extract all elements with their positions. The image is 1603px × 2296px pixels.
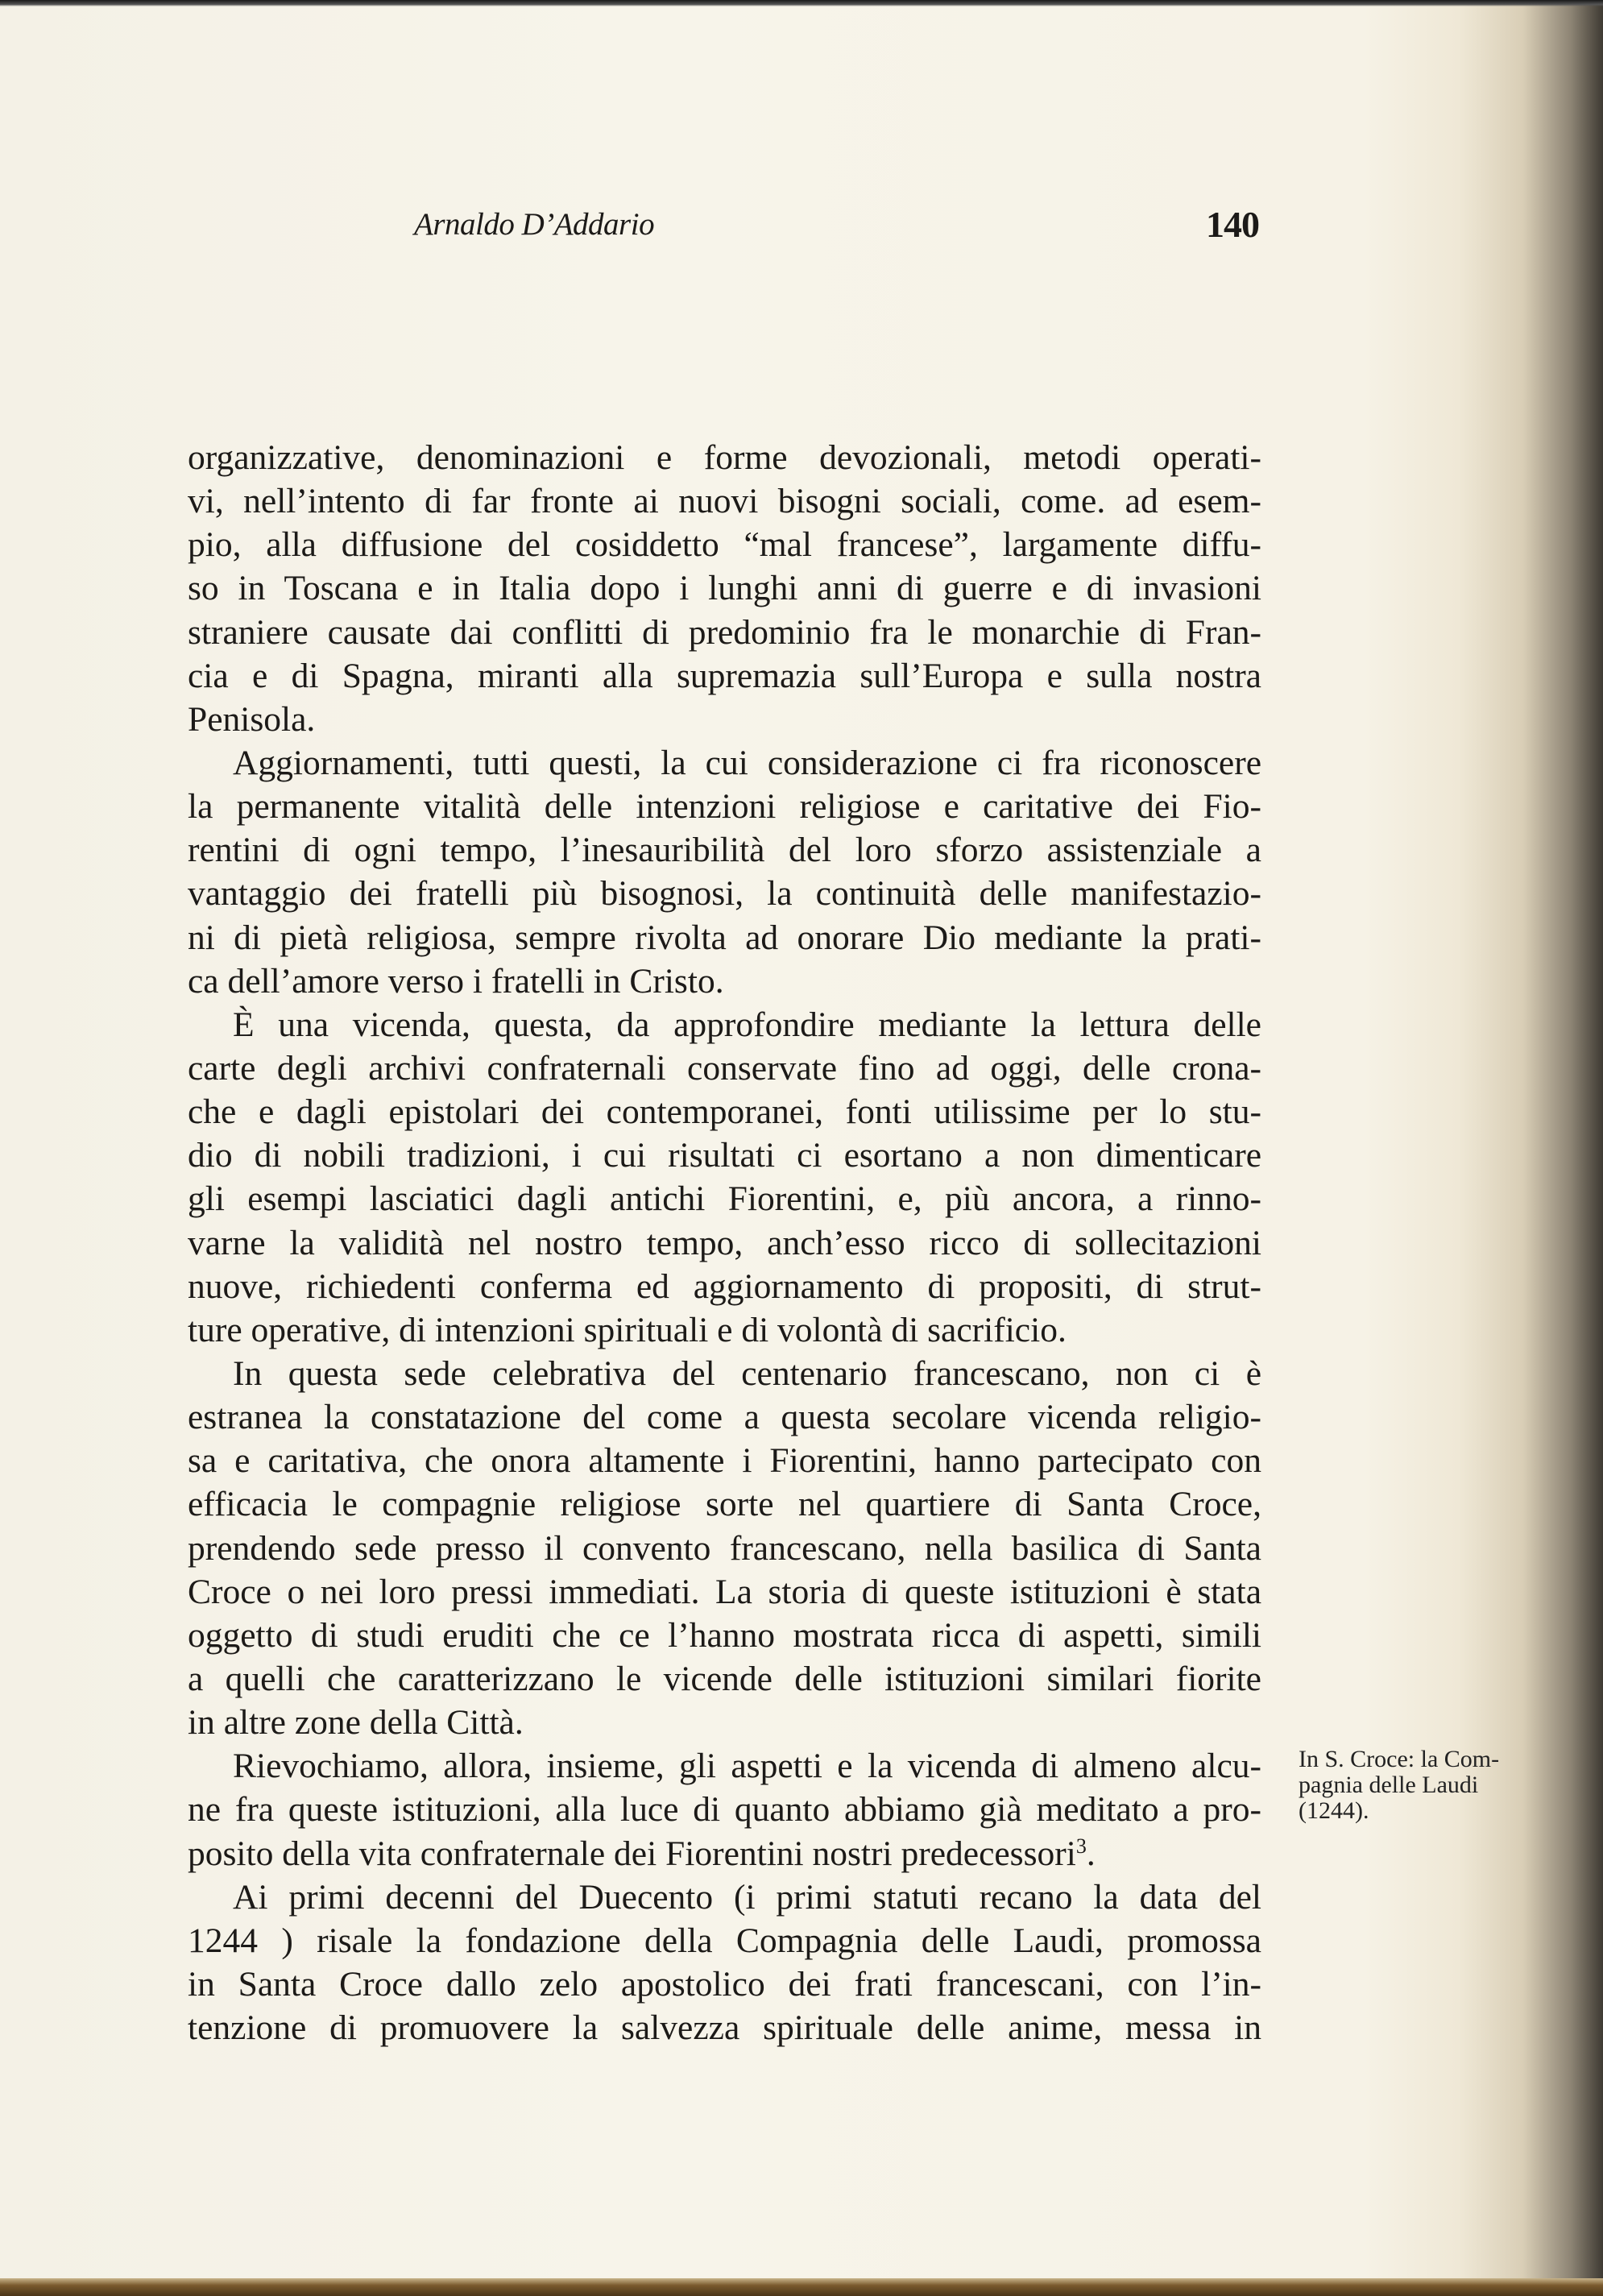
- footnote-ref[interactable]: 3: [1075, 1834, 1087, 1858]
- text-line: la permanente vitalità delle intenzioni religiose e caritative dei Fio-: [188, 787, 1261, 827]
- body-text: [188, 436, 1261, 2049]
- text: .: [1086, 1834, 1096, 1873]
- running-header-author: Arnaldo D’Addario: [414, 207, 655, 242]
- text-line: nuove, richiedenti conferma ed aggiornamento di propositi, di strut-: [188, 1266, 1261, 1306]
- text-line: ca dell’amore verso i fratelli in Cristo.: [188, 961, 724, 1001]
- text-line: vi, nell’intento di far fronte ai nuovi bisogni sociali, come. ad esem-: [188, 482, 1261, 521]
- text-line: Rievochiamo, allora, insieme, gli aspetti e la vicenda di almeno alcu-: [233, 1747, 1261, 1786]
- scan-top-edge: [0, 0, 1603, 6]
- text-line: vantaggio dei fratelli più bisognosi, la continuità delle manifestazio-: [188, 874, 1261, 914]
- text-line: in altre zone della Città.: [188, 1703, 524, 1743]
- text-line: In questa sede celebrativa del centenario francescano, non ci è: [233, 1353, 1261, 1393]
- text: posito della vita confraternale dei Fiorentini nostri predecessori: [188, 1834, 1076, 1873]
- margin-note-line: (1244).: [1299, 1797, 1369, 1824]
- text-line: organizzative, denominazioni e forme devozionali, metodi operati-: [188, 438, 1261, 477]
- text-line-with-footnote: [188, 1832, 1261, 1875]
- text-line: pio, alla diffusione del cosiddetto “mal francese”, largamente diffu-: [188, 525, 1261, 565]
- text-line: carte degli archivi confraternali conservate fino ad oggi, delle crona-: [188, 1048, 1261, 1088]
- text-line: estranea la constatazione del come a questa secolare vicenda religio-: [188, 1398, 1261, 1437]
- text-line: Ai primi decenni del Duecento (i primi statuti recano la data del: [233, 1877, 1261, 1917]
- text-line: ne fra queste istituzioni, alla luce di quanto abbiamo già meditato a pro-: [188, 1790, 1261, 1830]
- text-line: varne la validità nel nostro tempo, anch’esso ricco di sollecitazioni: [188, 1223, 1261, 1262]
- text-line: È una vicenda, questa, da approfondire mediante la lettura delle: [233, 1005, 1261, 1044]
- margin-note: [1299, 1747, 1532, 1824]
- text-line: tenzione di promuovere la salvezza spirituale delle anime, messa in: [188, 2008, 1261, 2048]
- text-line: in Santa Croce dallo zelo apostolico dei frati francescani, con l’in-: [188, 1964, 1261, 2004]
- text-line: dio di nobili tradizioni, i cui risultati ci esortano a non dimenticare: [188, 1136, 1261, 1175]
- scan-bottom-edge: [0, 2278, 1603, 2296]
- text-line: Croce o nei loro pressi immediati. La storia di queste istituzioni è stata: [188, 1572, 1261, 1611]
- text-line: efficacia le compagnie religiose sorte nel quartiere di Santa Croce,: [188, 1485, 1261, 1524]
- text-line: prendendo sede presso il convento francescano, nella basilica di Santa: [188, 1528, 1261, 1568]
- text-line: sa e caritativa, che onora altamente i Fiorentini, hanno partecipato con: [188, 1441, 1261, 1481]
- text-line: che e dagli epistolari dei contemporanei, fonti utilissime per lo stu-: [188, 1092, 1261, 1132]
- text-line: ture operative, di intenzioni spirituali e di volontà di sacrificio.: [188, 1310, 1067, 1349]
- text-line: ni di pietà religiosa, sempre rivolta ad onorare Dio mediante la prati-: [188, 918, 1261, 957]
- text-line: oggetto di studi eruditi che ce l’hanno mostrata ricca di aspetti, simili: [188, 1615, 1261, 1655]
- text-line: Penisola.: [188, 699, 316, 739]
- margin-note-line: pagnia delle Laudi: [1299, 1772, 1479, 1798]
- text-line: 1244 ) risale la fondazione della Compagnia delle Laudi, promossa: [188, 1921, 1261, 1960]
- margin-note-line: In S. Croce: la Com-: [1299, 1746, 1500, 1772]
- text-line: gli esempi lasciatici dagli antichi Fiorentini, e, più ancora, a rinno-: [188, 1179, 1261, 1219]
- text-line: cia e di Spagna, miranti alla supremazia sull’Europa e sulla nostra: [188, 656, 1261, 695]
- text-line: rentini di ogni tempo, l’inesauribilità del loro sforzo assistenziale a: [188, 831, 1261, 870]
- page-number: 140: [1206, 204, 1259, 245]
- text-line: Aggiornamenti, tutti questi, la cui considerazione ci fra riconoscere: [233, 743, 1261, 782]
- text-line: straniere causate dai conflitti di predominio fra le monarchie di Fran-: [188, 612, 1261, 652]
- text-line: a quelli che caratterizzano le vicende delle istituzioni similari fiorite: [188, 1659, 1261, 1698]
- text-line: so in Toscana e in Italia dopo i lunghi anni di guerre e di invasioni: [188, 569, 1261, 608]
